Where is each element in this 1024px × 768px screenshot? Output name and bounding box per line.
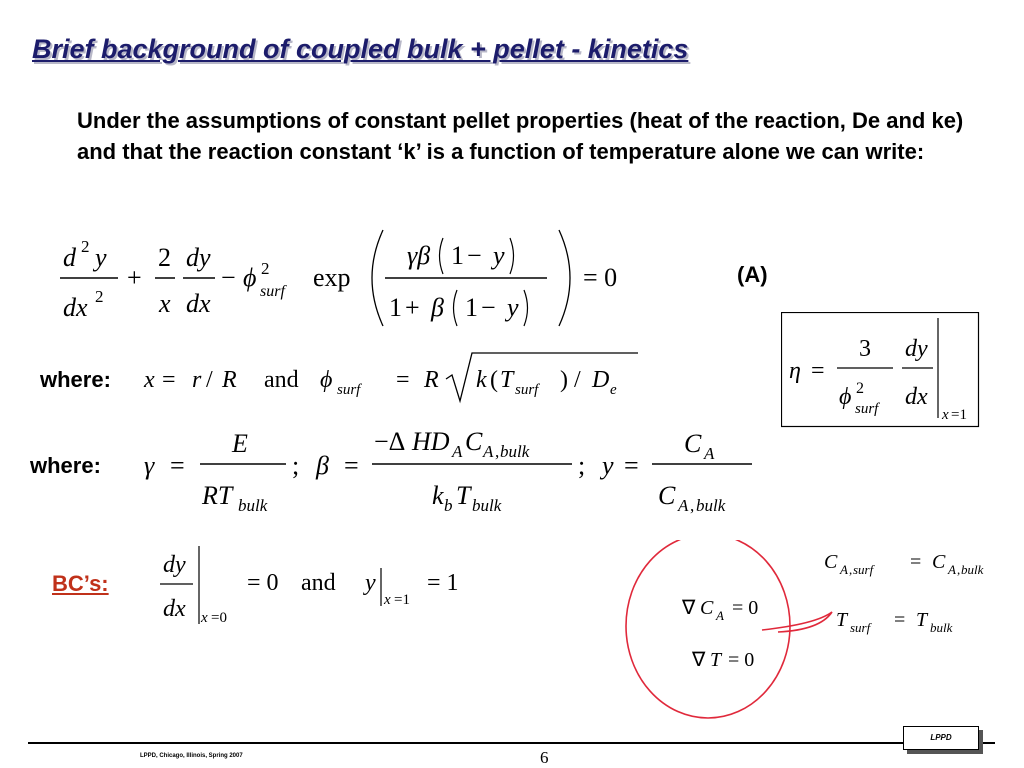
footer-text: LPPD, Chicago, Illinois, Spring 2007 xyxy=(140,753,243,759)
svg-text:=: = xyxy=(162,367,176,393)
svg-text:surf: surf xyxy=(853,562,874,577)
svg-text:=1: =1 xyxy=(394,592,410,608)
svg-text:−: − xyxy=(481,293,496,322)
svg-text:R: R xyxy=(222,367,237,393)
svg-text:−: − xyxy=(221,263,236,292)
svg-text:D: D xyxy=(592,367,610,393)
exp-word: exp xyxy=(313,263,351,292)
svg-text:=: = xyxy=(624,451,639,480)
svg-text:γ: γ xyxy=(144,451,155,480)
svg-text:surf: surf xyxy=(260,283,285,300)
svg-text:ϕ: ϕ xyxy=(243,263,257,292)
svg-text:A: A xyxy=(716,608,724,623)
svg-text:C: C xyxy=(700,597,714,619)
svg-text:dx: dx xyxy=(163,596,186,622)
svg-text:=: = xyxy=(170,451,185,480)
intro-paragraph: Under the assumptions of constant pellet properties (heat of the reaction, De and ke) and that the reaction constant ‘k’ is a function of temperature alone we can write: xyxy=(77,108,964,164)
svg-text:+: + xyxy=(127,263,142,292)
svg-text:C: C xyxy=(658,481,676,510)
svg-text:=1: =1 xyxy=(951,407,967,423)
where-label-2: where: xyxy=(30,453,101,478)
svg-text:/: / xyxy=(206,367,213,393)
definitions-equation-1 xyxy=(140,345,640,405)
svg-text:x: x xyxy=(942,407,949,423)
svg-text:(: ( xyxy=(490,367,498,393)
svg-text:y: y xyxy=(365,570,376,596)
svg-text:HD: HD xyxy=(412,427,450,456)
and-word-1: and xyxy=(264,367,299,393)
svg-text:r: r xyxy=(192,367,202,393)
svg-text:A: A xyxy=(678,496,689,515)
svg-text:dy: dy xyxy=(905,336,928,362)
svg-text:surf: surf xyxy=(337,382,361,398)
surface-conditions-annotation xyxy=(620,540,1020,740)
footer-divider xyxy=(28,742,995,744)
boundary-conditions-equation xyxy=(155,540,475,630)
svg-text:surf: surf xyxy=(515,382,539,398)
and-word-2: and xyxy=(301,570,336,596)
svg-text:surf: surf xyxy=(850,620,871,635)
svg-text:= 0: = 0 xyxy=(247,570,279,596)
svg-text:=: = xyxy=(396,367,410,393)
svg-text:b: b xyxy=(444,496,453,515)
svg-text:β: β xyxy=(431,293,444,322)
svg-text:A: A xyxy=(452,442,463,461)
svg-text:A: A xyxy=(483,442,494,461)
svg-text:−: − xyxy=(467,241,482,270)
svg-text:k: k xyxy=(476,367,487,393)
svg-text:β: β xyxy=(316,451,329,480)
svg-text:d: d xyxy=(63,243,76,272)
svg-text:2: 2 xyxy=(261,259,270,278)
svg-text:R: R xyxy=(424,367,439,393)
svg-text:2: 2 xyxy=(856,380,864,397)
svg-text:= 0: = 0 xyxy=(583,263,618,292)
svg-text:2: 2 xyxy=(95,287,104,306)
svg-text:A: A xyxy=(704,444,715,463)
svg-text:=: = xyxy=(894,609,906,631)
svg-text:dx: dx xyxy=(63,293,88,322)
svg-text:=: = xyxy=(811,358,825,384)
svg-text:,: , xyxy=(849,562,853,577)
svg-text:3: 3 xyxy=(859,336,871,362)
equation-tag: (A) xyxy=(737,262,768,287)
svg-text:;: ; xyxy=(292,451,300,480)
svg-text:= 0: = 0 xyxy=(728,649,755,671)
svg-text:,: , xyxy=(690,496,695,515)
svg-text:γβ: γβ xyxy=(407,241,431,270)
svg-text:bulk: bulk xyxy=(961,562,984,577)
svg-text:T: T xyxy=(500,367,514,393)
svg-text:2: 2 xyxy=(158,243,171,272)
svg-text:−Δ: −Δ xyxy=(374,427,406,456)
svg-text:e: e xyxy=(610,382,617,398)
svg-text:η: η xyxy=(789,358,801,384)
svg-text:x: x xyxy=(159,289,171,318)
svg-text:1: 1 xyxy=(451,241,464,270)
svg-text:= 0: = 0 xyxy=(732,597,759,619)
where-label-1: where: xyxy=(40,367,111,392)
svg-text:1: 1 xyxy=(465,293,478,322)
svg-text:=: = xyxy=(344,451,359,480)
svg-text:bulk: bulk xyxy=(696,496,726,515)
svg-text:x: x xyxy=(144,367,155,393)
svg-text:ϕ: ϕ xyxy=(839,384,852,410)
svg-text:A: A xyxy=(840,562,848,577)
svg-text:y: y xyxy=(507,293,519,322)
svg-text:,: , xyxy=(957,562,961,577)
svg-text:T: T xyxy=(710,649,722,671)
svg-text:y: y xyxy=(493,241,505,270)
svg-text:bulk: bulk xyxy=(238,496,268,515)
svg-text:ϕ: ϕ xyxy=(320,367,333,393)
slide-title: Brief background of coupled bulk + pellet - kinetics xyxy=(32,34,689,64)
svg-text:T: T xyxy=(456,481,471,510)
svg-text:+: + xyxy=(405,293,420,322)
page-number: 6 xyxy=(540,748,549,767)
svg-text:1: 1 xyxy=(389,293,402,322)
svg-text:∇: ∇ xyxy=(692,649,706,671)
svg-text:C: C xyxy=(684,429,702,458)
effectiveness-equation-box xyxy=(781,312,981,428)
svg-text:C: C xyxy=(932,551,946,573)
bc-label: BC’s: xyxy=(52,571,109,596)
svg-text:bulk: bulk xyxy=(472,496,502,515)
svg-text:y: y xyxy=(95,243,107,272)
svg-text:dx: dx xyxy=(905,384,928,410)
svg-text:T: T xyxy=(916,609,928,631)
svg-text:x: x xyxy=(384,592,391,608)
svg-text:x: x xyxy=(201,610,208,626)
svg-text:surf: surf xyxy=(855,401,879,417)
svg-text:= 1: = 1 xyxy=(427,570,459,596)
svg-text:A: A xyxy=(948,562,956,577)
svg-text:;: ; xyxy=(578,451,586,480)
svg-text:dy: dy xyxy=(163,552,186,578)
svg-text:E: E xyxy=(232,429,248,458)
svg-text:y: y xyxy=(602,451,614,480)
svg-text:∇: ∇ xyxy=(682,597,696,619)
lppd-logo: LPPD xyxy=(903,726,979,750)
svg-text:=: = xyxy=(910,551,922,573)
main-equation xyxy=(55,222,655,332)
svg-text:C: C xyxy=(465,427,483,456)
svg-text:bulk: bulk xyxy=(500,442,530,461)
svg-text:2: 2 xyxy=(81,237,90,256)
definitions-equation-2 xyxy=(140,420,760,520)
svg-text:T: T xyxy=(836,609,848,631)
svg-text:=0: =0 xyxy=(211,610,227,626)
svg-text:C: C xyxy=(824,551,838,573)
svg-text:dy: dy xyxy=(186,243,211,272)
svg-text:dx: dx xyxy=(186,289,211,318)
svg-text:,: , xyxy=(495,442,500,461)
svg-text:k: k xyxy=(432,481,444,510)
svg-text:) /: ) / xyxy=(560,367,581,393)
svg-text:RT: RT xyxy=(202,481,233,510)
svg-text:bulk: bulk xyxy=(930,620,953,635)
